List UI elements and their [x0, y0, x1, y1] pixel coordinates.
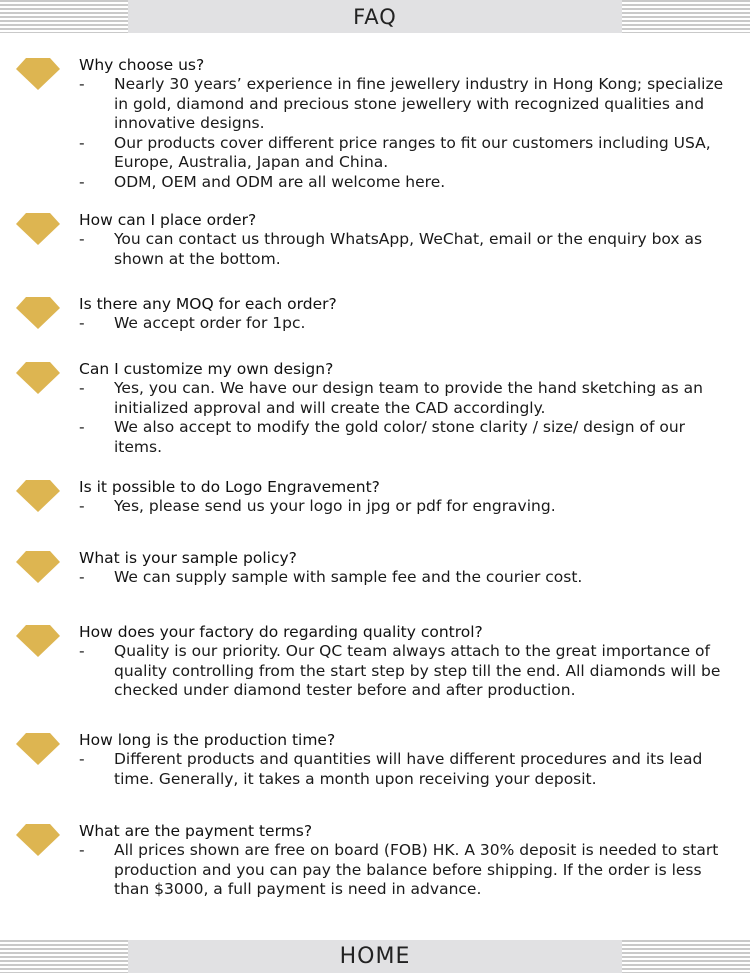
diamond-icon [16, 733, 60, 765]
faq-question: What are the payment terms? [79, 822, 313, 840]
bullet-dash-icon: - [79, 133, 85, 152]
faq-answer [79, 841, 729, 900]
diamond-icon [16, 297, 60, 329]
bullet-dash-icon: - [79, 568, 85, 586]
faq-answer-text: We can supply sample with sample fee and the courier cost. [114, 568, 583, 586]
bullet-dash-icon: - [79, 230, 85, 248]
header-stripes-left [0, 0, 128, 33]
faq-answer-text: You can contact us through WhatsApp, WeChat, email or the enquiry box as shown at the bottom. [114, 230, 703, 268]
faq-answers [79, 750, 729, 789]
faq-question: Can I customize my own design? [79, 360, 334, 378]
faq-answer-text: Nearly 30 years’ experience in fine jewellery industry in Hong Kong; specialize in gold, diamond and precious stone jewellery with recognized qualities and innovative designs. [114, 75, 724, 132]
faq-answers [79, 568, 729, 588]
faq-answer-text: Our products cover different price ranges to fit our customers including USA, Europe, Australia, Japan and China. [114, 133, 711, 171]
diamond-icon [16, 625, 60, 657]
header-stripes-right [622, 0, 750, 33]
faq-answer [79, 314, 729, 334]
bullet-dash-icon: - [79, 172, 85, 191]
home-link[interactable]: HOME [128, 940, 622, 973]
faq-answer-text: Quality is our priority. Our QC team always attach to the great importance of quality controlling from the start step by step till the end. All diamonds will be checked under diamond tester before and after production. [114, 642, 721, 699]
faq-answer [79, 379, 729, 418]
bullet-dash-icon: - [79, 642, 85, 660]
bullet-dash-icon: - [79, 841, 85, 859]
faq-answer [79, 750, 729, 789]
faq-answer [79, 230, 729, 269]
footer-stripes-right [622, 940, 750, 973]
faq-question: How long is the production time? [79, 731, 336, 749]
faq-answer-text: Different products and quantities will have different procedures and its lead time. Generally, it takes a month upon receiving your deposit. [114, 750, 703, 788]
faq-answer [79, 642, 729, 701]
faq-answer-text: We accept order for 1pc. [114, 314, 306, 332]
bullet-dash-icon: - [79, 379, 85, 397]
bullet-dash-icon: - [79, 750, 85, 768]
bullet-dash-icon: - [79, 418, 85, 436]
faq-answers [79, 314, 729, 334]
faq-answer-text: We also accept to modify the gold color/ stone clarity / size/ design of our items. [114, 418, 686, 456]
faq-question: What is your sample policy? [79, 549, 297, 567]
faq-question: How does your factory do regarding quality control? [79, 623, 483, 641]
page-title: FAQ [128, 0, 622, 33]
bullet-dash-icon: - [79, 75, 85, 93]
faq-answer [79, 173, 729, 193]
faq-answers [79, 497, 729, 517]
diamond-icon [16, 362, 60, 394]
faq-answer [79, 75, 729, 134]
faq-answer [79, 497, 729, 517]
diamond-icon [16, 58, 60, 90]
faq-answer [79, 134, 729, 173]
diamond-icon [16, 213, 60, 245]
faq-question: Is there any MOQ for each order? [79, 295, 337, 313]
diamond-icon [16, 824, 60, 856]
faq-question: Why choose us? [79, 56, 205, 74]
footer-stripes-left [0, 940, 128, 973]
faq-answers [79, 75, 729, 192]
footer-band [0, 940, 750, 973]
bullet-dash-icon: - [79, 497, 85, 515]
faq-answers [79, 379, 729, 457]
faq-answers [79, 230, 729, 269]
faq-answer [79, 418, 729, 457]
diamond-icon [16, 480, 60, 512]
header-band [0, 0, 750, 33]
faq-answer-text: Yes, please send us your logo in jpg or pdf for engraving. [114, 497, 556, 515]
faq-question: Is it possible to do Logo Engravement? [79, 478, 380, 496]
faq-question: How can I place order? [79, 211, 257, 229]
faq-answer-text: Yes, you can. We have our design team to provide the hand sketching as an initialized approval and will create the CAD accordingly. [114, 379, 703, 417]
faq-answer-text: ODM, OEM and ODM are all welcome here. [114, 172, 446, 191]
faq-answers [79, 642, 729, 701]
faq-answer-text: All prices shown are free on board (FOB) HK. A 30% deposit is needed to start production and you can pay the balance before shipping. If the order is less than $3000, a full payment is need in advance. [114, 841, 719, 898]
diamond-icon [16, 551, 60, 583]
bullet-dash-icon: - [79, 314, 85, 332]
faq-answers [79, 841, 729, 900]
faq-answer [79, 568, 729, 588]
